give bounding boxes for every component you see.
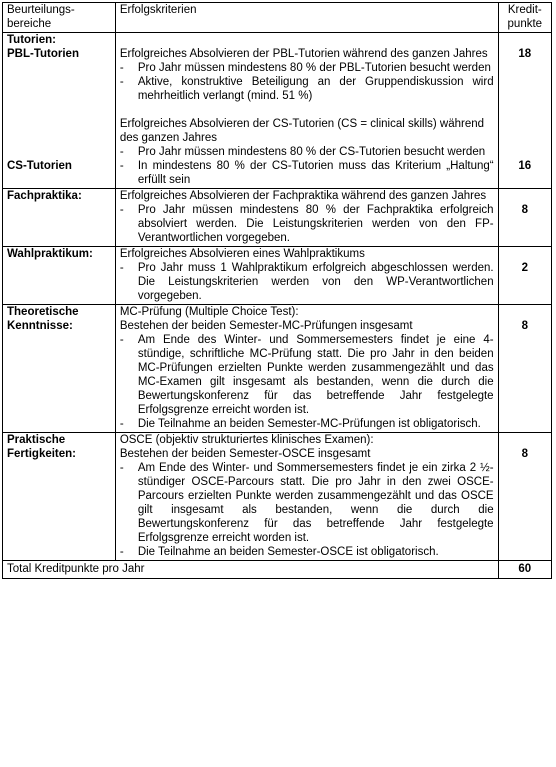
praxis-description: OSCE (objektiv strukturiertes klinisches Examen): bbox=[119, 434, 374, 446]
credit-value-pbl: 18 bbox=[518, 48, 532, 60]
criteria-theorie bbox=[115, 305, 498, 433]
credits-tutorien bbox=[498, 33, 551, 189]
praxis-description-cont: Bestehen der beiden Semester-OSCE insgesamt bbox=[119, 448, 371, 460]
cs-criteria-list bbox=[120, 145, 494, 187]
area-tutorien bbox=[3, 33, 116, 189]
credits-fachpraktika bbox=[498, 189, 551, 247]
header-credit-points: Kredit-punkte bbox=[498, 3, 551, 33]
fachpraktika-criteria-list bbox=[120, 203, 494, 245]
theorie-description: MC-Prüfung (Multiple Choice Test): bbox=[119, 306, 299, 318]
credits-wahlpraktikum bbox=[498, 247, 551, 305]
area-label-wahlpraktikum: Wahlpraktikum: bbox=[3, 247, 116, 305]
list-item: - Am Ende des Winter- und Sommersemesters findet je ein zirka 2 ½-stündiger OSCE-Parcours statt. Die pro Jahr in den zwei OSCE-Parcours erzielten Punkte werden zusammengezählt und das OSCE gilt insgesamt als bestanden, wenn die durch die Bewertungskonferenz für das betreffende Jahr festgelegte Erfolgsgrenze erreicht worden ist. bbox=[120, 461, 494, 545]
list-item: - Die Teilnahme an beiden Semester-OSCE ist obligatorisch. bbox=[120, 545, 494, 559]
list-item: - Am Ende des Winter- und Sommersemesters findet je eine 4-stündige, schriftliche MC-Prüfung statt. Die pro Jahr in den beiden MC-Prüfungen erzielten Punkte werden zusammengezählt und das MC-Examen gilt insgesamt als bestanden, wenn die durch die Bewertungskonferenz für das betreffende Jahr festgelegte Erfolgsgrenze erreicht worden ist. bbox=[120, 333, 494, 417]
area-label-fachpraktika: Fachpraktika: bbox=[3, 189, 116, 247]
section-label-tutorien: Tutorien: bbox=[7, 34, 56, 46]
credit-value-praxis: 8 bbox=[521, 448, 528, 460]
list-item: - Aktive, konstruktive Beteiligung an der Gruppendiskussion wird mehrheitlich verlangt (mind. 51 %) bbox=[120, 75, 494, 103]
criteria-wahlpraktikum bbox=[115, 247, 498, 305]
criteria-fachpraktika bbox=[115, 189, 498, 247]
row-tutorien bbox=[3, 33, 552, 189]
credits-praxis bbox=[498, 433, 551, 561]
row-wahlpraktikum bbox=[3, 247, 552, 305]
pbl-description: Erfolgreiches Absolvieren der PBL-Tutorien während des ganzen Jahres bbox=[119, 48, 488, 60]
criteria-tutorien bbox=[115, 33, 498, 189]
row-theorie bbox=[3, 305, 552, 433]
cs-description-cont: des ganzen Jahres bbox=[119, 132, 217, 144]
credit-value-wahlpraktikum: 2 bbox=[521, 262, 528, 274]
fachpraktika-description: Erfolgreiches Absolvieren der Fachpraktika während des ganzen Jahres bbox=[119, 190, 487, 202]
credit-value-theorie: 8 bbox=[521, 320, 528, 332]
area-label-pbl: PBL-Tutorien bbox=[7, 48, 79, 60]
header-row bbox=[3, 3, 552, 33]
list-item: - Die Teilnahme an beiden Semester-MC-Prüfungen ist obligatorisch. bbox=[120, 417, 494, 431]
wahlpraktikum-description: Erfolgreiches Absolvieren eines Wahlpraktikums bbox=[119, 248, 365, 260]
area-label-theorie: Theoretische Kenntnisse: bbox=[3, 305, 116, 433]
credit-value-fachpraktika: 8 bbox=[521, 204, 528, 216]
list-item: - Pro Jahr müssen mindestens 80 % der PBL-Tutorien besucht werden bbox=[120, 61, 494, 75]
cs-description: Erfolgreiches Absolvieren der CS-Tutorien (CS = clinical skills) während bbox=[119, 118, 485, 130]
area-label-cs: CS-Tutorien bbox=[7, 160, 72, 172]
header-success-criteria: Erfolgskriterien bbox=[115, 3, 498, 33]
criteria-praxis bbox=[115, 433, 498, 561]
row-praxis bbox=[3, 433, 552, 561]
theorie-description-cont: Bestehen der beiden Semester-MC-Prüfungen insgesamt bbox=[119, 320, 413, 332]
credit-value-cs: 16 bbox=[518, 160, 532, 172]
pbl-criteria-list bbox=[120, 61, 494, 103]
list-item: - Pro Jahr müssen mindestens 80 % der CS-Tutorien besucht werden bbox=[120, 145, 494, 159]
list-item: - In mindestens 80 % der CS-Tutorien muss das Kriterium „Haltung“ erfüllt sein bbox=[120, 159, 494, 187]
list-item: - Pro Jahr müssen mindestens 80 % der Fachpraktika erfolgreich absolviert werden. Die Leistungskriterien werden von den FP-Verantwortlichen vorgegeben. bbox=[120, 203, 494, 245]
wahlpraktikum-criteria-list bbox=[120, 261, 494, 303]
area-label-praxis: Praktische Fertigkeiten: bbox=[3, 433, 116, 561]
praxis-criteria-list bbox=[120, 461, 494, 559]
credits-theorie bbox=[498, 305, 551, 433]
total-label: Total Kreditpunkte pro Jahr bbox=[3, 561, 499, 579]
total-credit-value: 60 bbox=[498, 561, 551, 579]
row-total bbox=[3, 561, 552, 579]
row-fachpraktika bbox=[3, 189, 552, 247]
header-assessment-areas: Beurteilungs-bereiche bbox=[3, 3, 116, 33]
theorie-criteria-list bbox=[120, 333, 494, 431]
credit-table bbox=[2, 2, 552, 579]
list-item: - Pro Jahr muss 1 Wahlpraktikum erfolgreich abgeschlossen werden. Die Leistungskriterien werden von den WP-Verantwortlichen vorgegeben. bbox=[120, 261, 494, 303]
